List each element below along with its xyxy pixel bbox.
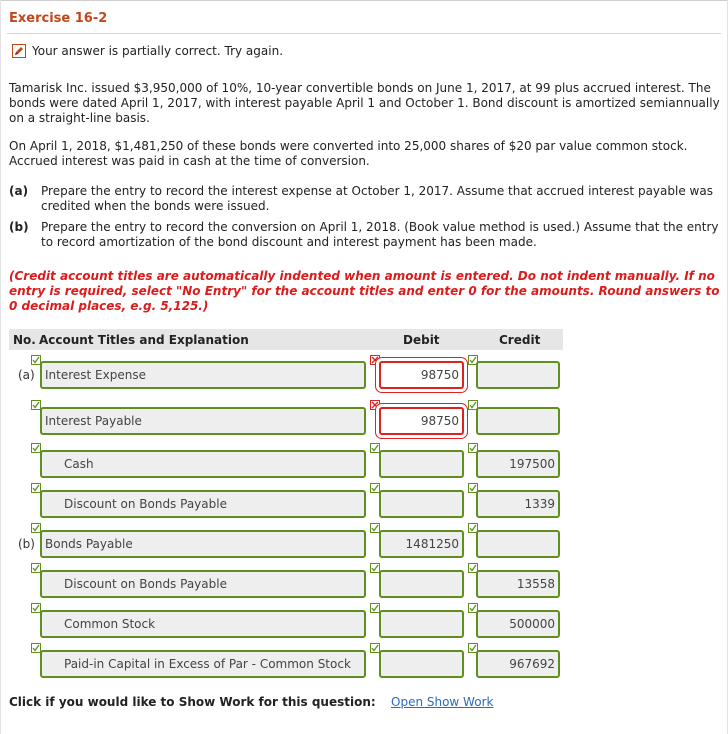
debit-field[interactable] xyxy=(379,610,464,638)
problem-paragraph-2: On April 1, 2018, $1,481,250 of these bonds were converted into 25,000 shares of $20 par value common stock. Accrued interest was paid in cash at the time of conversion. xyxy=(9,139,688,168)
credit-field[interactable]: 1339 xyxy=(476,490,560,518)
problem-paragraph-1: Tamarisk Inc. issued $3,950,000 of 10%, 10-year convertible bonds on June 1, 2017, at 99 plus accrued interest. The bonds were dated April 1, 2017, with interest payable April 1 and October 1. Bond discount is amortized semiannually on a straight-line basis. xyxy=(9,81,720,125)
header-account-titles: Account Titles and Explanation xyxy=(39,333,249,347)
account-title-field[interactable]: Cash xyxy=(40,450,366,478)
header-no: No. xyxy=(13,333,36,347)
debit-field[interactable] xyxy=(379,450,464,478)
header-credit: Credit xyxy=(499,333,541,347)
part-b xyxy=(9,220,721,250)
account-title-field[interactable]: Paid-in Capital in Excess of Par - Common Stock xyxy=(40,650,366,678)
debit-field[interactable] xyxy=(379,570,464,598)
debit-field[interactable]: 98750 xyxy=(379,361,464,389)
debit-field[interactable] xyxy=(379,650,464,678)
credit-field[interactable] xyxy=(476,361,560,389)
status-text: Your answer is partially correct. Try again. xyxy=(32,44,284,58)
open-show-work-link[interactable]: Open Show Work xyxy=(391,695,494,709)
credit-field[interactable]: 197500 xyxy=(476,450,560,478)
divider xyxy=(7,33,721,34)
debit-field[interactable] xyxy=(379,490,464,518)
account-title-field[interactable]: Discount on Bonds Payable xyxy=(40,490,366,518)
debit-field[interactable]: 1481250 xyxy=(379,530,464,558)
account-title-field[interactable]: Discount on Bonds Payable xyxy=(40,570,366,598)
header-debit: Debit xyxy=(403,333,440,347)
part-a xyxy=(9,184,721,214)
account-title-field[interactable]: Bonds Payable xyxy=(40,530,366,558)
part-label: (a) xyxy=(9,184,29,198)
part-label: (b) xyxy=(9,220,29,234)
entry-label: (b) xyxy=(18,537,35,551)
exercise-title: Exercise 16-2 xyxy=(9,11,108,26)
credit-field[interactable] xyxy=(476,530,560,558)
account-title-field[interactable]: Interest Expense xyxy=(40,361,366,389)
part-text: Prepare the entry to record the interest expense at October 1, 2017. Assume that accrued interest payable was credited when the bonds were issued. xyxy=(41,184,713,213)
table-header xyxy=(9,329,563,350)
show-work-prompt: Click if you would like to Show Work for this question: xyxy=(9,695,376,709)
credit-field[interactable] xyxy=(476,407,560,435)
credit-field[interactable]: 500000 xyxy=(476,610,560,638)
instructions: (Credit account titles are automatically indented when amount is entered. Do not indent manually. If no entry is required, select "No Entry" for the account titles and enter 0 for the amounts. Round answers to 0 decimal places, e.g. 5,125.) xyxy=(9,269,720,313)
part-text: Prepare the entry to record the conversion on April 1, 2018. (Book value method is used.) Assume that the entry to record amortization of the bond discount and interest payment has been made. xyxy=(41,220,719,249)
account-title-field[interactable]: Interest Payable xyxy=(40,407,366,435)
debit-field[interactable]: 98750 xyxy=(379,407,464,435)
credit-field[interactable]: 967692 xyxy=(476,650,560,678)
status-message xyxy=(12,44,283,58)
account-title-field[interactable]: Common Stock xyxy=(40,610,366,638)
pencil-icon xyxy=(12,44,26,58)
credit-field[interactable]: 13558 xyxy=(476,570,560,598)
entry-label: (a) xyxy=(18,368,35,382)
